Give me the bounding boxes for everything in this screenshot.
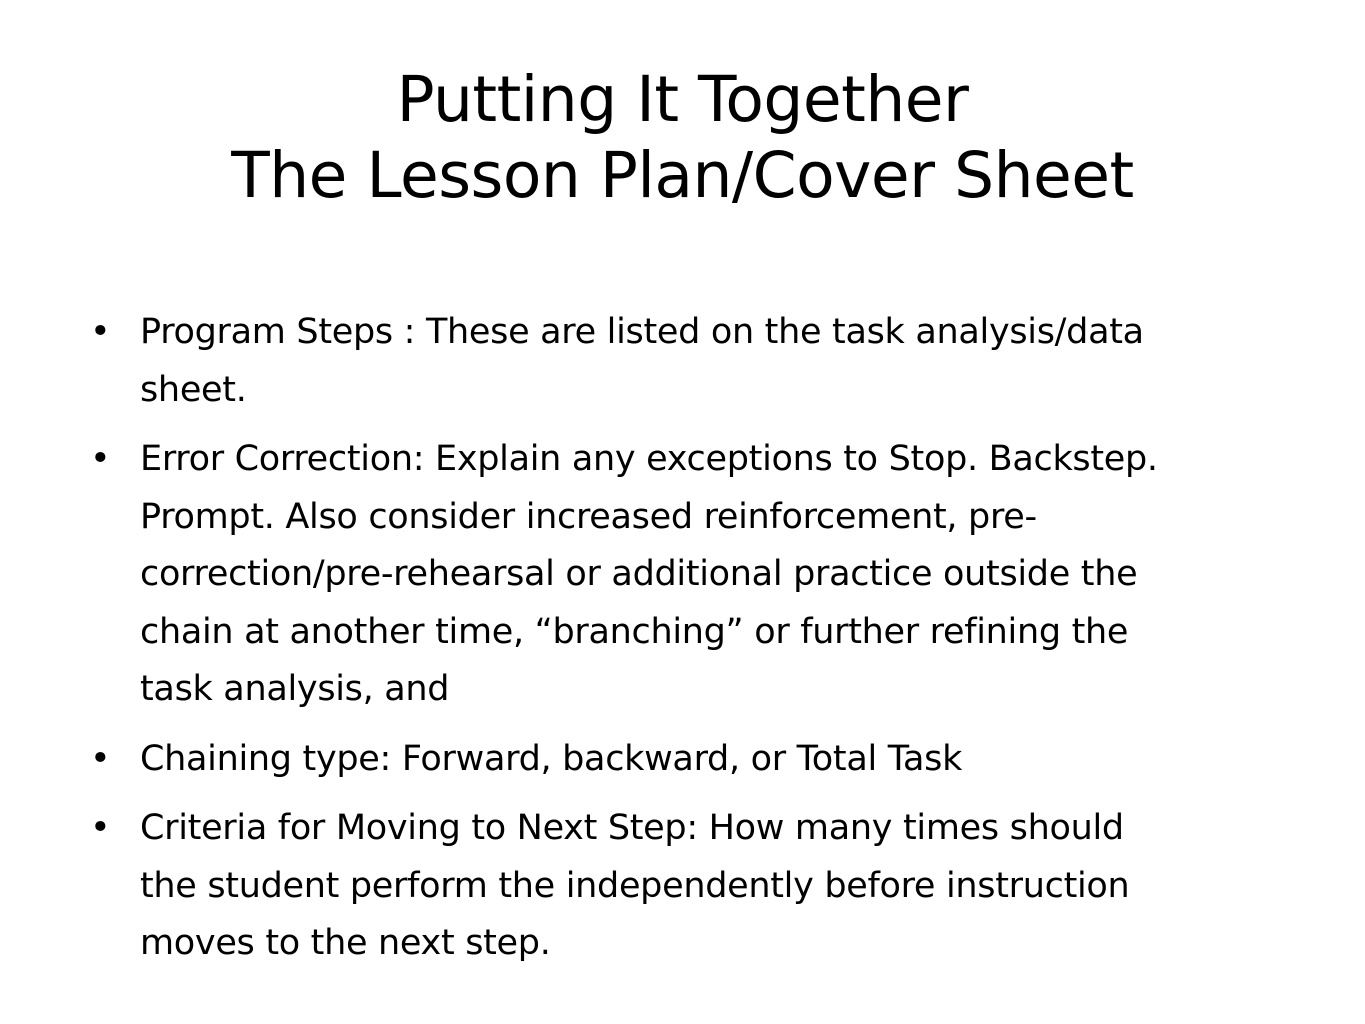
- slide-title: [0, 62, 1365, 214]
- bullet-text-line: Criteria for Moving to Next Step: How many times should: [140, 808, 1124, 848]
- bullet-text-line: sheet.: [140, 369, 247, 410]
- bullet-program-steps: [88, 304, 1303, 419]
- title-line-2: The Lesson Plan/Cover Sheet: [231, 139, 1134, 212]
- bullet-text-line: task analysis, and: [140, 669, 450, 709]
- bullet-text-line: the student perform the independently before instruction: [140, 865, 1130, 906]
- bullet-text-line: moves to the next step.: [140, 923, 551, 963]
- title-line-1: Putting It Together: [396, 63, 969, 136]
- bullet-list: [88, 304, 1303, 985]
- bullet-text-line: Prompt. Also consider increased reinforcement, pre-: [140, 496, 1037, 537]
- bullet-error-correction: [88, 431, 1303, 719]
- bullet-criteria: [88, 800, 1303, 973]
- bullet-marker-icon: •: [90, 808, 111, 848]
- bullet-text-line: Error Correction: Explain any exceptions to Stop. Backstep.: [140, 439, 1158, 479]
- bullet-marker-icon: •: [90, 439, 111, 479]
- bullet-text-line: correction/pre-rehearsal or additional practice outside the: [140, 554, 1138, 594]
- bullet-text-line: chain at another time, “branching” or further refining the: [140, 611, 1129, 652]
- bullet-marker-icon: •: [90, 312, 111, 352]
- bullet-text-line: Program Steps : These are listed on the task analysis/data: [140, 312, 1144, 352]
- bullet-marker-icon: •: [90, 738, 111, 779]
- bullet-text-line: Chaining type: Forward, backward, or Total Task: [140, 738, 963, 779]
- bullet-chaining-type: [88, 731, 1303, 789]
